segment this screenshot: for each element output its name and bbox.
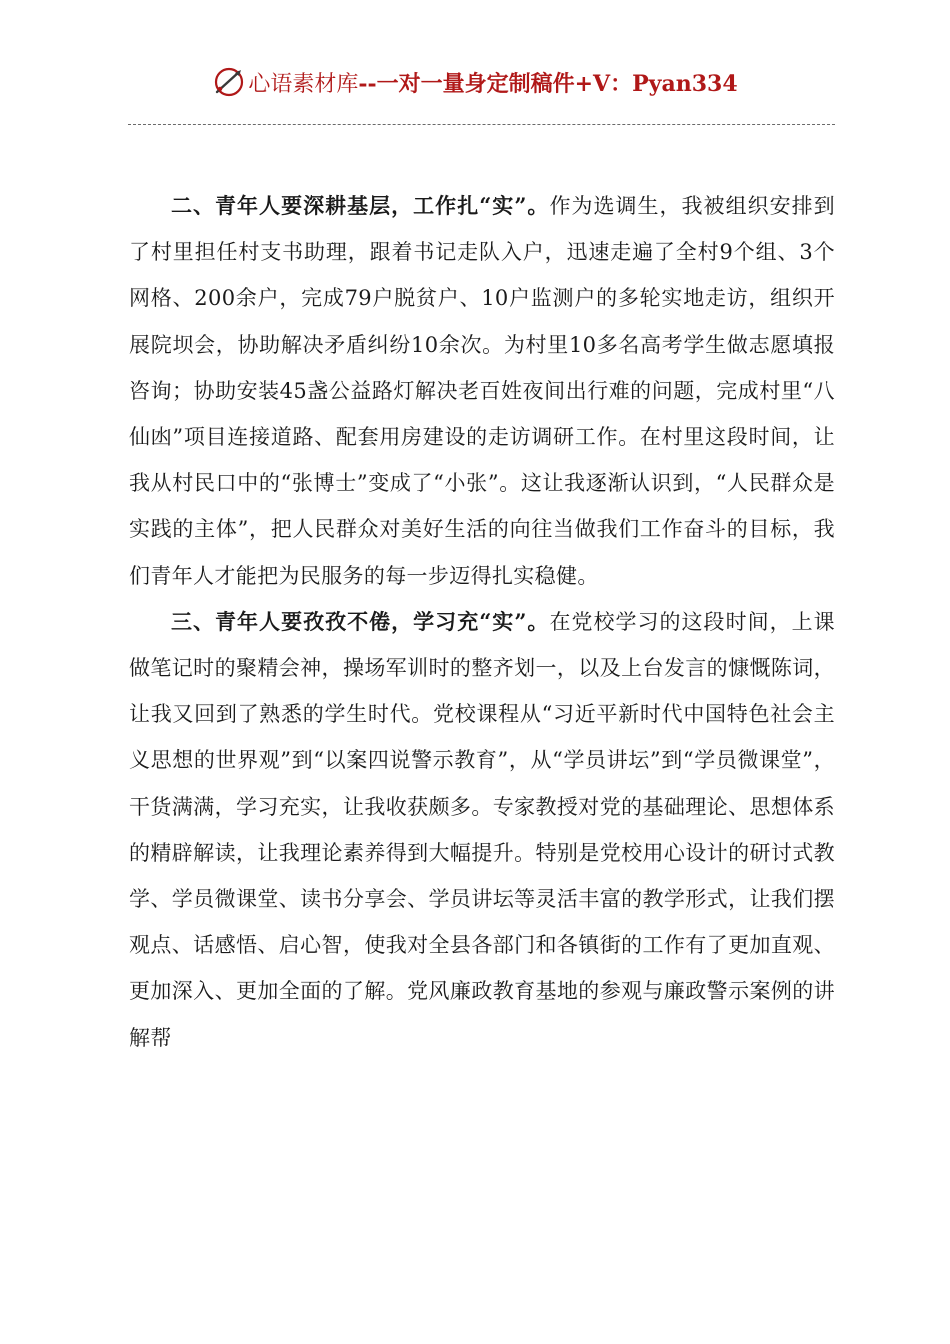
header-title: [248, 67, 737, 98]
header-separator: --: [358, 70, 377, 97]
paragraph-2: [129, 183, 835, 599]
paragraph-2-heading: 二、青年人要深耕基层，工作扎“实”。: [171, 193, 550, 218]
paragraph-3-text: 在党校学习的这段时间，上课做笔记时的聚精会神，操场军训时的整齐划一，以及上台发言的慷慨陈词，让我又回到了熟悉的学生时代。党校课程从“习近平新时代中国特色社会主义思想的世界观”到“以案四说警示教育”，从“学员讲坛”到“学员微课堂”，干货满满，学习充实，让我收获颇多。专家教授对党的基础理论、思想体系的精辟解读，让我理论素养得到大幅提升。特别是党校用心设计的研讨式教学、学员微课堂、读书分享会、学员讲坛等灵活丰富的教学形式，让我们摆观点、话感悟、启心智，使我对全县各部门和各镇街的工作有了更加直观、更加深入、更加全面的了解。党风廉政教育基地的参观与廉政警示案例的讲解帮: [129, 609, 835, 1050]
paragraph-2-text: 作为选调生，我被组织安排到了村里担任村支书助理，跟着书记走队入户，迅速走遍了全村9个组、3个网格、200余户，完成79户脱贫户、10户监测户的多轮实地走访，组织开展院坝会，协助解决矛盾纠纷10余次。为村里10多名高考学生做志愿填报咨询；协助安装45盏公益路灯解决老百姓夜间出行难的问题，完成村里“八仙凼”项目连接道路、配套用房建设的走访调研工作。在村里这段时间，让我从村民口中的“张博士”变成了“小张”。这让我逐渐认识到，“人民群众是实践的主体”，把人民群众对美好生活的向往当做我们工作奋斗的目标，我们青年人才能把为民服务的每一步迈得扎实稳健。: [129, 194, 835, 588]
header-brand: 心语素材库: [248, 71, 359, 97]
paragraph-3: [129, 599, 835, 1061]
brand-logo-icon: [212, 65, 246, 99]
header-slogan: 一对一量身定制稿件+V：Pyan334: [376, 70, 738, 97]
header-divider: [128, 124, 835, 125]
page-header: [0, 62, 950, 102]
document-body: [129, 183, 835, 1061]
paragraph-3-heading: 三、青年人要孜孜不倦，学习充“实”。: [171, 608, 550, 634]
